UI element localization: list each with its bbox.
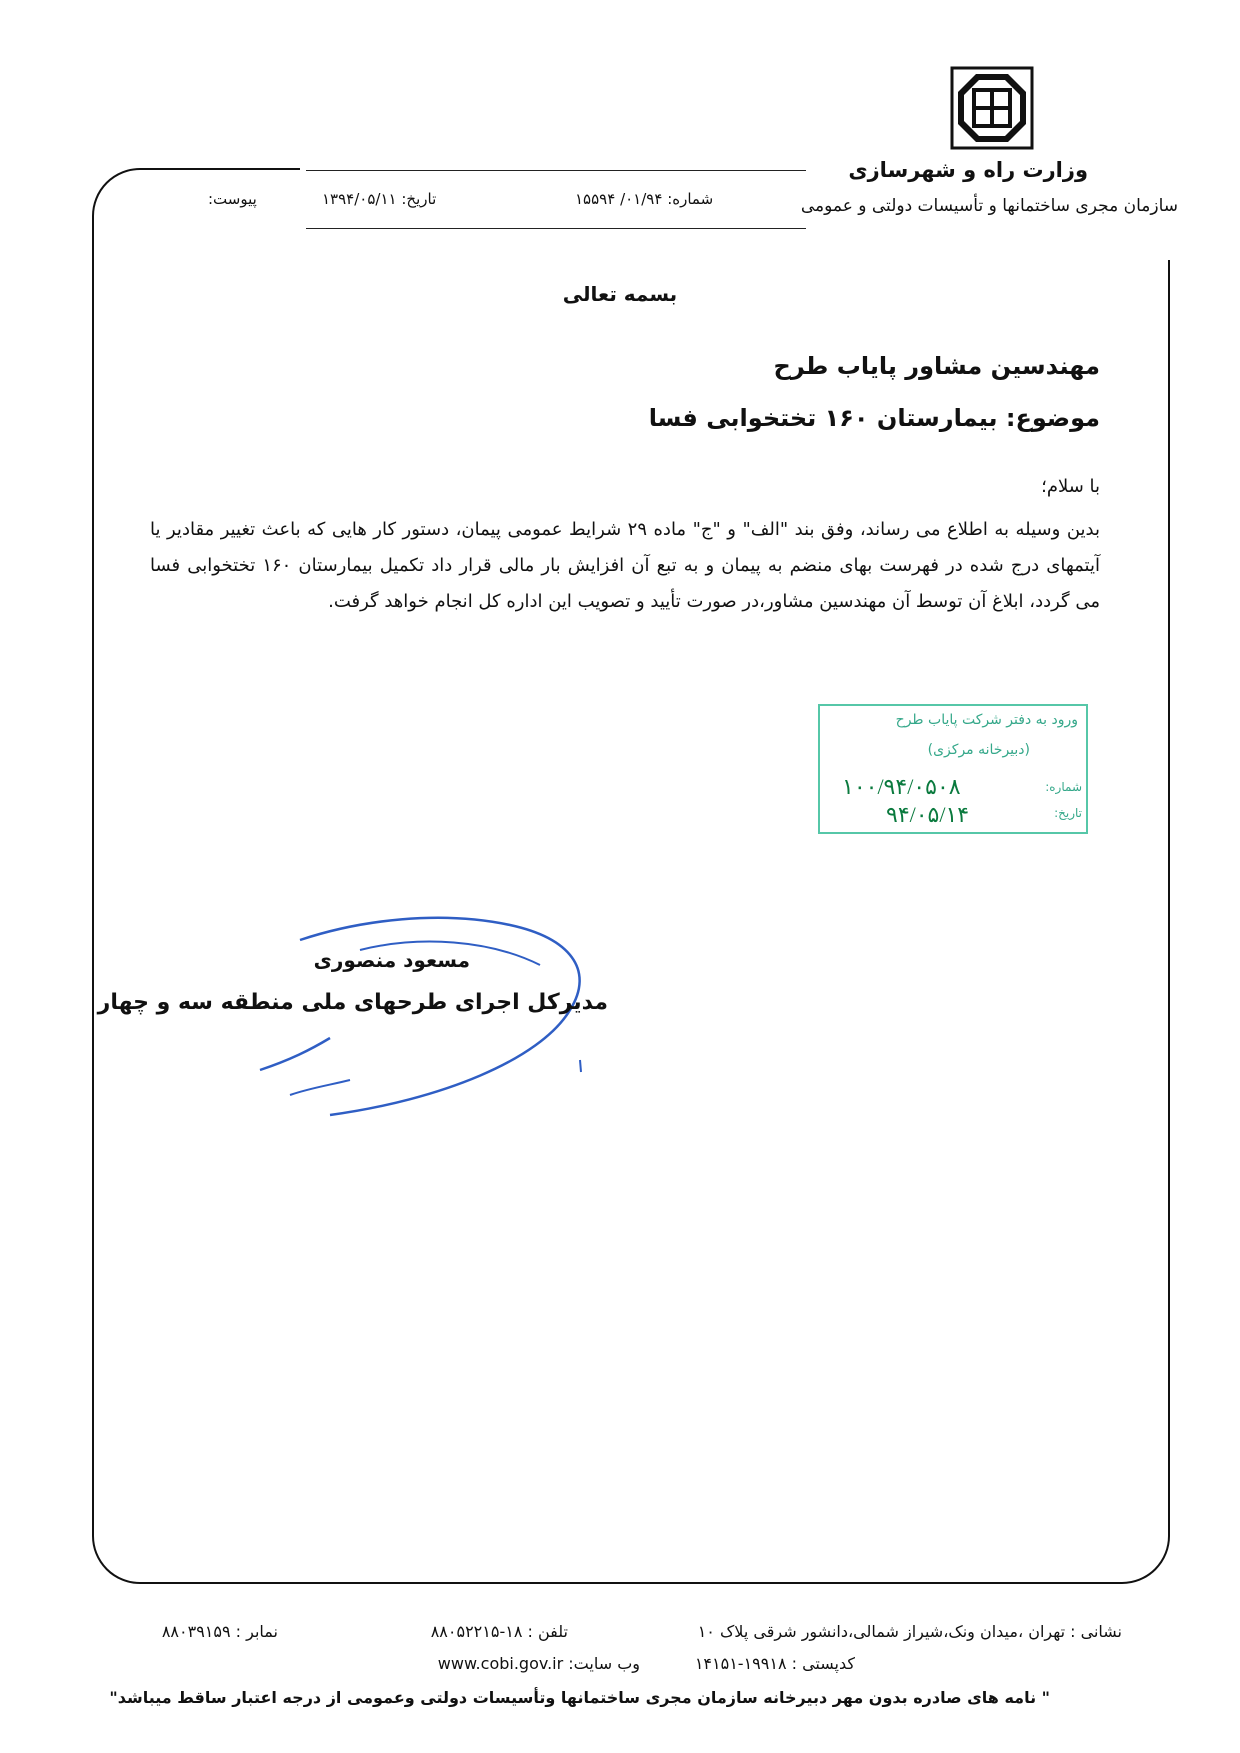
- footer-validity-note: " نامه های صادره بدون مهر دبیرخانه سازمان مجری ساختمانها وتأسیسات دولتی وعمومی از درجه اعتبار ساقط میباشد": [109, 1688, 1050, 1707]
- organization-name: سازمان مجری ساختمانها و تأسیسات دولتی و عمومی: [800, 196, 1178, 216]
- number-label: شماره:: [667, 190, 714, 208]
- footer-address: نشانی : تهران ،میدان ونک،شیراز شمالی،دانشور شرقی پلاک ۱۰: [697, 1622, 1122, 1641]
- footer-phone: تلفن : ۱۸-۸۸۰۵۲۲۱۵: [430, 1622, 568, 1641]
- stamp-number-value: ۱۰۰/۹۴/۰۵۰۸: [842, 774, 961, 799]
- stamp-title: ورود به دفتر شرکت پایاب طرح: [895, 712, 1078, 728]
- bismillah: بسمه تعالی: [562, 282, 678, 306]
- footer-fax: نمابر : ۸۸۰۳۹۱۵۹: [161, 1622, 278, 1641]
- footer-website: وب سایت: www.cobi.gov.ir: [437, 1654, 640, 1673]
- number-value: ۰۱/۹۴/ ۱۵۵۹۴: [575, 190, 663, 208]
- ministry-name: وزارت راه و شهرسازی: [848, 158, 1088, 182]
- letter-frame: [92, 168, 1170, 1584]
- letter-date: [322, 190, 436, 208]
- stamp-date-label: تاریخ:: [1054, 806, 1082, 820]
- letter-body: بدین وسیله به اطلاع می رساند، وفق بند "الف" و "ج" ماده ۲۹ شرایط عمومی پیمان، دستور کار هایی که باعث تغییر مقادیر یا آیتمهای درج شده در فهرست بهای منضم به پیمان و به تبع آن افزایش بار مالی قرار داد تکمیل بیمارستان ۱۶۰ تختخوابی فسا می گردد، ابلاغ آن توسط آن مهندسین مشاور،در صورت تأیید و تصویب این اداره کل انجام خواهد گرفت.: [150, 519, 1100, 612]
- subject: موضوع: بیمارستان ۱۶۰ تختخوابی فسا: [648, 404, 1100, 432]
- stamp-date-value: ۹۴/۰۵/۱۴: [886, 802, 970, 827]
- handwritten-signature: [240, 910, 660, 1130]
- greeting: با سلام؛: [1041, 476, 1100, 497]
- letter-number: [575, 190, 713, 208]
- date-label: تاریخ:: [401, 190, 437, 208]
- footer-postal-code: کدپستی : ۱۹۹۱۸-۱۴۱۵۱: [694, 1654, 855, 1673]
- recipient: مهندسین مشاور پایاب طرح: [773, 352, 1100, 380]
- ministry-logo-icon: [950, 66, 1034, 150]
- signer-name: مسعود منصوری: [313, 948, 470, 972]
- date-value: ۱۳۹۴/۰۵/۱۱: [322, 190, 397, 208]
- stamp-subtitle: (دبیرخانه مرکزی): [927, 742, 1030, 758]
- header-divider-top: [306, 170, 806, 171]
- received-stamp: [818, 704, 1088, 834]
- stamp-number-label: شماره:: [1045, 780, 1082, 794]
- header-divider-bottom: [306, 228, 806, 229]
- signer-title: مدیرکل اجرای طرحهای ملی منطقه سه و چهار: [97, 990, 608, 1015]
- attachment-label: پیوست:: [208, 190, 257, 208]
